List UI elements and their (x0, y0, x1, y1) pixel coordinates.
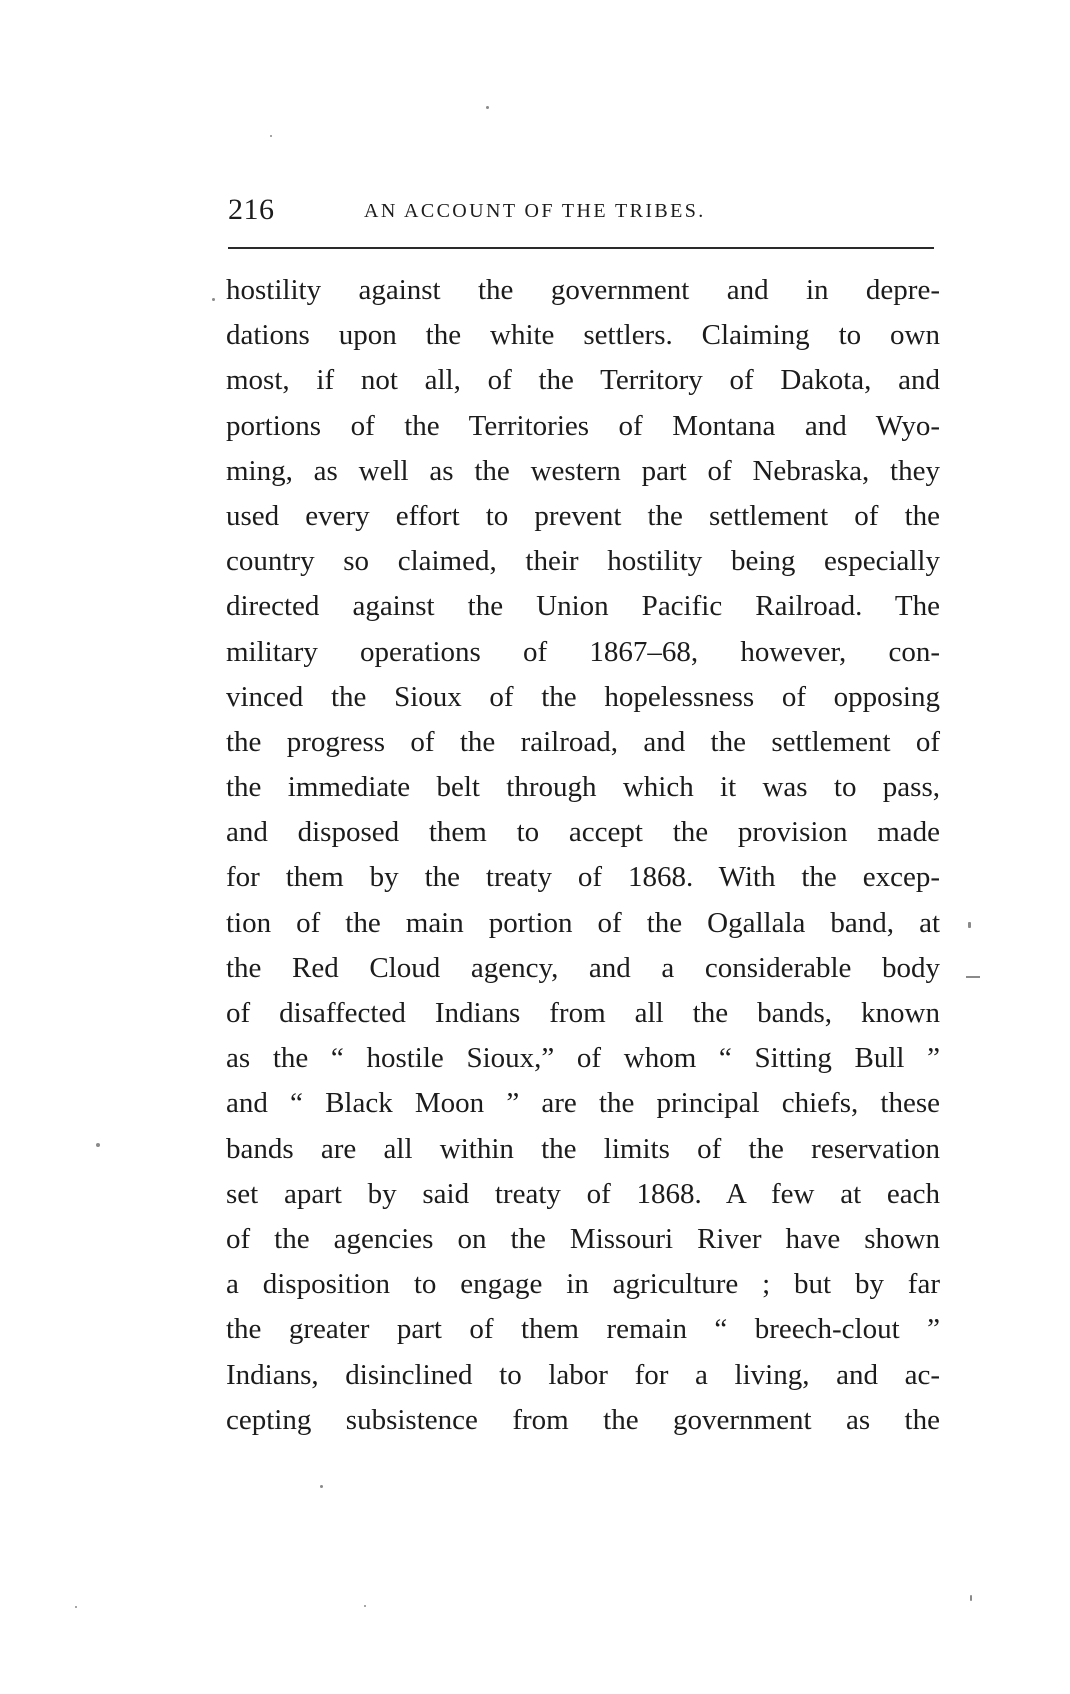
text-line: dations upon the white settlers. Claiming to own (226, 319, 940, 352)
text-line: the greater part of them remain “ breech-clout ” (226, 1313, 940, 1346)
text-line: tion of the main portion of the Ogallala band, at (226, 906, 940, 939)
scan-speck (364, 1605, 366, 1607)
body-text (226, 268, 940, 1443)
scan-speck (486, 106, 489, 109)
scan-speck (270, 135, 272, 137)
text-line: most, if not all, of the Territory of Dakota, and (226, 364, 940, 397)
running-head-title: AN ACCOUNT OF THE TRIBES. (364, 200, 706, 222)
text-line: military operations of 1867–68, however, con- (226, 635, 940, 668)
text-line: cepting subsistence from the government as the (226, 1403, 940, 1436)
text-line: hostility against the government and in depre- (226, 274, 940, 306)
text-line: used every effort to prevent the settlement of the (226, 499, 940, 532)
text-line: and “ Black Moon ” are the principal chiefs, these (226, 1087, 940, 1120)
scan-speck (212, 298, 215, 301)
text-line: directed against the Union Pacific Railroad. The (226, 590, 940, 623)
scan-speck (75, 1606, 77, 1608)
text-line: Indians, disinclined to labor for a living, and ac- (226, 1358, 940, 1391)
text-line: of disaffected Indians from all the bands, known (226, 997, 940, 1029)
text-line: the Red Cloud agency, and a considerable body (226, 951, 940, 984)
text-line: of the agencies on the Missouri River have shown (226, 1222, 940, 1255)
header-rule (228, 247, 934, 249)
text-line: ming, as well as the western part of Nebraska, they (226, 454, 940, 487)
running-head (228, 190, 938, 230)
text-line: for them by the treaty of 1868. With the excep- (226, 861, 940, 894)
text-line: set apart by said treaty of 1868. A few at each (226, 1177, 940, 1210)
text-line: vinced the Sioux of the hopelessness of opposing (226, 680, 940, 713)
text-line: and disposed them to accept the provision made (226, 816, 940, 849)
text-line: portions of the Territories of Montana and Wyo- (226, 409, 940, 442)
text-line: as the “ hostile Sioux,” of whom “ Sitting Bull ” (226, 1042, 940, 1075)
scan-speck (966, 976, 980, 978)
scan-speck (320, 1485, 323, 1488)
text-line: the progress of the railroad, and the settlement of (226, 725, 940, 758)
text-line: a disposition to engage in agriculture ; but by far (226, 1268, 940, 1301)
scan-speck (96, 1143, 100, 1147)
page-number: 216 (228, 193, 275, 226)
text-line: country so claimed, their hostility being especially (226, 545, 940, 578)
scan-speck (968, 922, 971, 928)
text-line: bands are all within the limits of the reservation (226, 1132, 940, 1165)
text-line: the immediate belt through which it was to pass, (226, 771, 940, 804)
scan-speck (970, 1595, 972, 1601)
